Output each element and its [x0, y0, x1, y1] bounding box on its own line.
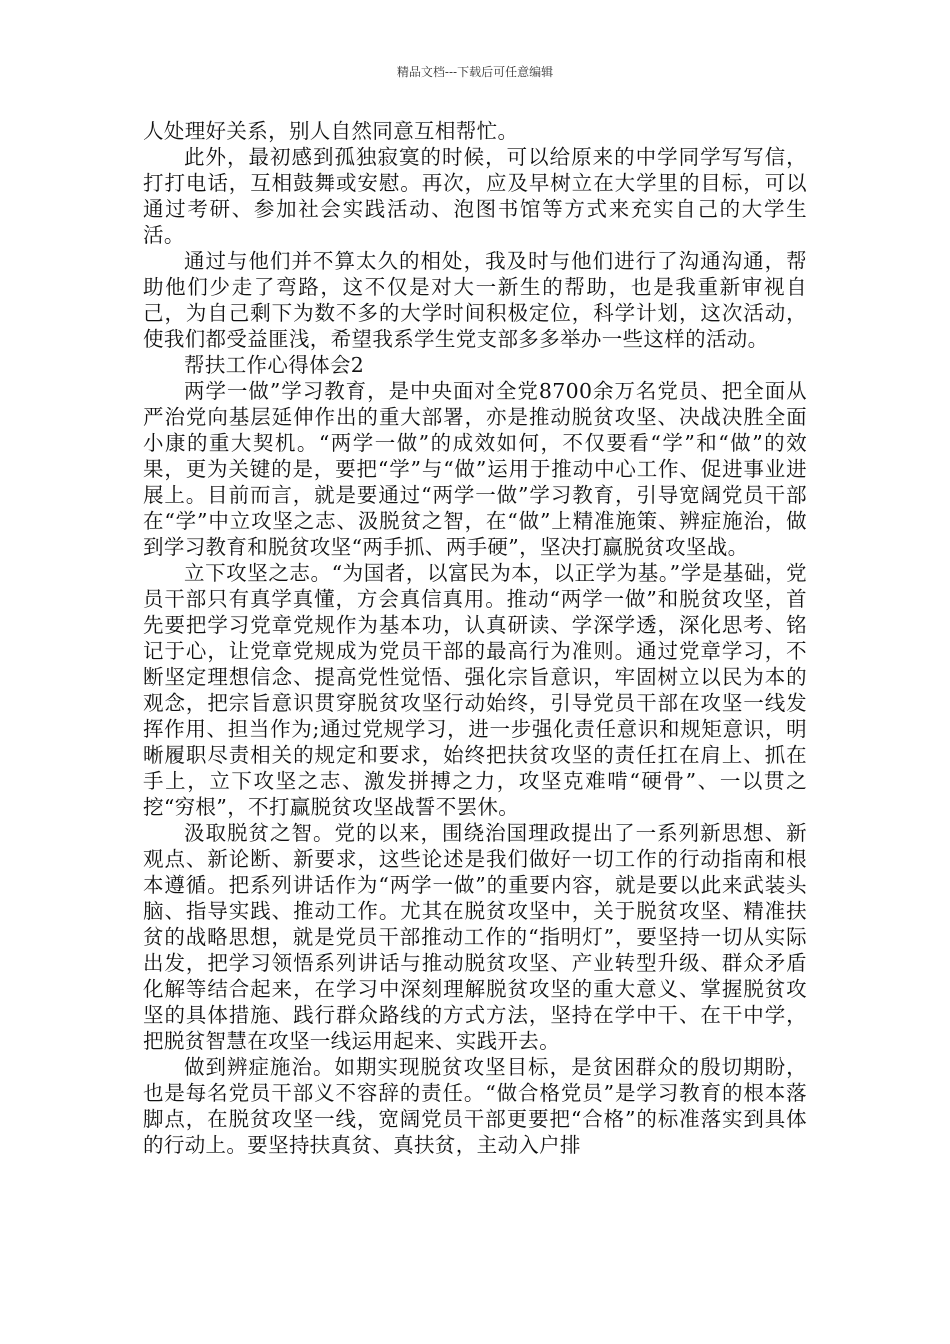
page-header: 精品文档---下载后可任意编辑: [396, 65, 554, 79]
paragraph-continued: 人处理好关系，别人自然同意互相帮忙。: [143, 119, 519, 143]
paragraph: 两学一做”学习教育，是中央面对全党8700余万名党员、把全面从严治党向基层延伸作出的重大部署，亦是推动脱贫攻坚、决战决胜全面小康的重大契机。“两学一做”的成效如何，不仅要看“学”和“做”的效果，更为关键的是，要把“学”与“做”运用于推动中心工作、促进事业进展上。目前而言，就是要通过“两学一做”学习教育，引导宽阔党员干部在“学”中立攻坚之志、汲脱贫之智，在“做”上精准施策、辨症施治，做到学习教育和脱贫攻坚“两手抓、两手硬”，坚决打赢脱贫攻坚战。: [143, 379, 807, 559]
document-body: [143, 118, 807, 1158]
paragraph: 通过与他们并不算太久的相处，我及时与他们进行了沟通沟通，帮助他们少走了弯路，这不仅是对大一新生的帮助，也是我重新审视自己，为自己剩下为数不多的大学时间积极定位，科学计划，这次活动，使我们都受益匪浅，希望我系学生党支部多多举办一些这样的活动。: [143, 249, 807, 351]
paragraph: 此外，最初感到孤独寂寞的时候，可以给原来的中学同学写写信，打打电话，互相鼓舞或安慰。再次，应及早树立在大学里的目标，可以通过考研、参加社会实践活动、泡图书馆等方式来充实自己的大学生活。: [143, 145, 807, 247]
paragraph: 立下攻坚之志。“为国者，以富民为本，以正学为基。”学是基础，党员干部只有真学真懂，方会真信真用。推动“两学一做”和脱贫攻坚，首先要把学习党章党规作为基本功，认真研读、学深学透，深化思考、铭记于心，让党章党规成为党员干部的最高行为准则。通过党章学习，不断坚定理想信念、提高党性觉悟、强化宗旨意识，牢固树立以民为本的观念，把宗旨意识贯穿脱贫攻坚行动始终，引导党员干部在攻坚一线发挥作用、担当作为;通过党规学习，进一步强化责任意识和规矩意识，明晰履职尽责相关的规定和要求，始终把扶贫攻坚的责任扛在肩上、抓在手上，立下攻坚之志、激发拼搏之力，攻坚克难啃“硬骨”、一以贯之挖“穷根”，不打赢脱贫攻坚战誓不罢休。: [143, 561, 807, 819]
paragraph: 做到辨症施治。如期实现脱贫攻坚目标，是贫困群众的殷切期盼，也是每名党员干部义不容辞的责任。“做合格党员”是学习教育的根本落脚点，在脱贫攻坚一线，宽阔党员干部更要把“合格”的标准落实到具体的行动上。要坚持扶真贫、真扶贫，主动入户排: [143, 1055, 807, 1157]
paragraph: 汲取脱贫之智。党的以来，围绕治国理政提出了一系列新思想、新观点、新论断、新要求，这些论述是我们做好一切工作的行动指南和根本遵循。把系列讲话作为“两学一做”的重要内容，就是要以此来武装头脑、指导实践、推动工作。尤其在脱贫攻坚中，关于脱贫攻坚、精准扶贫的战略思想，就是党员干部推动工作的“指明灯”，要坚持一切从实际出发，把学习领悟系列讲话与推动脱贫攻坚、产业转型升级、群众矛盾化解等结合起来，在学习中深刻理解脱贫攻坚的重大意义、掌握脱贫攻坚的具体措施、践行群众路线的方式方法，坚持在学中干、在干中学，把脱贫智慧在攻坚一线运用起来、实践开去。: [143, 821, 807, 1053]
section-heading: 帮扶工作心得体会2: [184, 353, 365, 377]
